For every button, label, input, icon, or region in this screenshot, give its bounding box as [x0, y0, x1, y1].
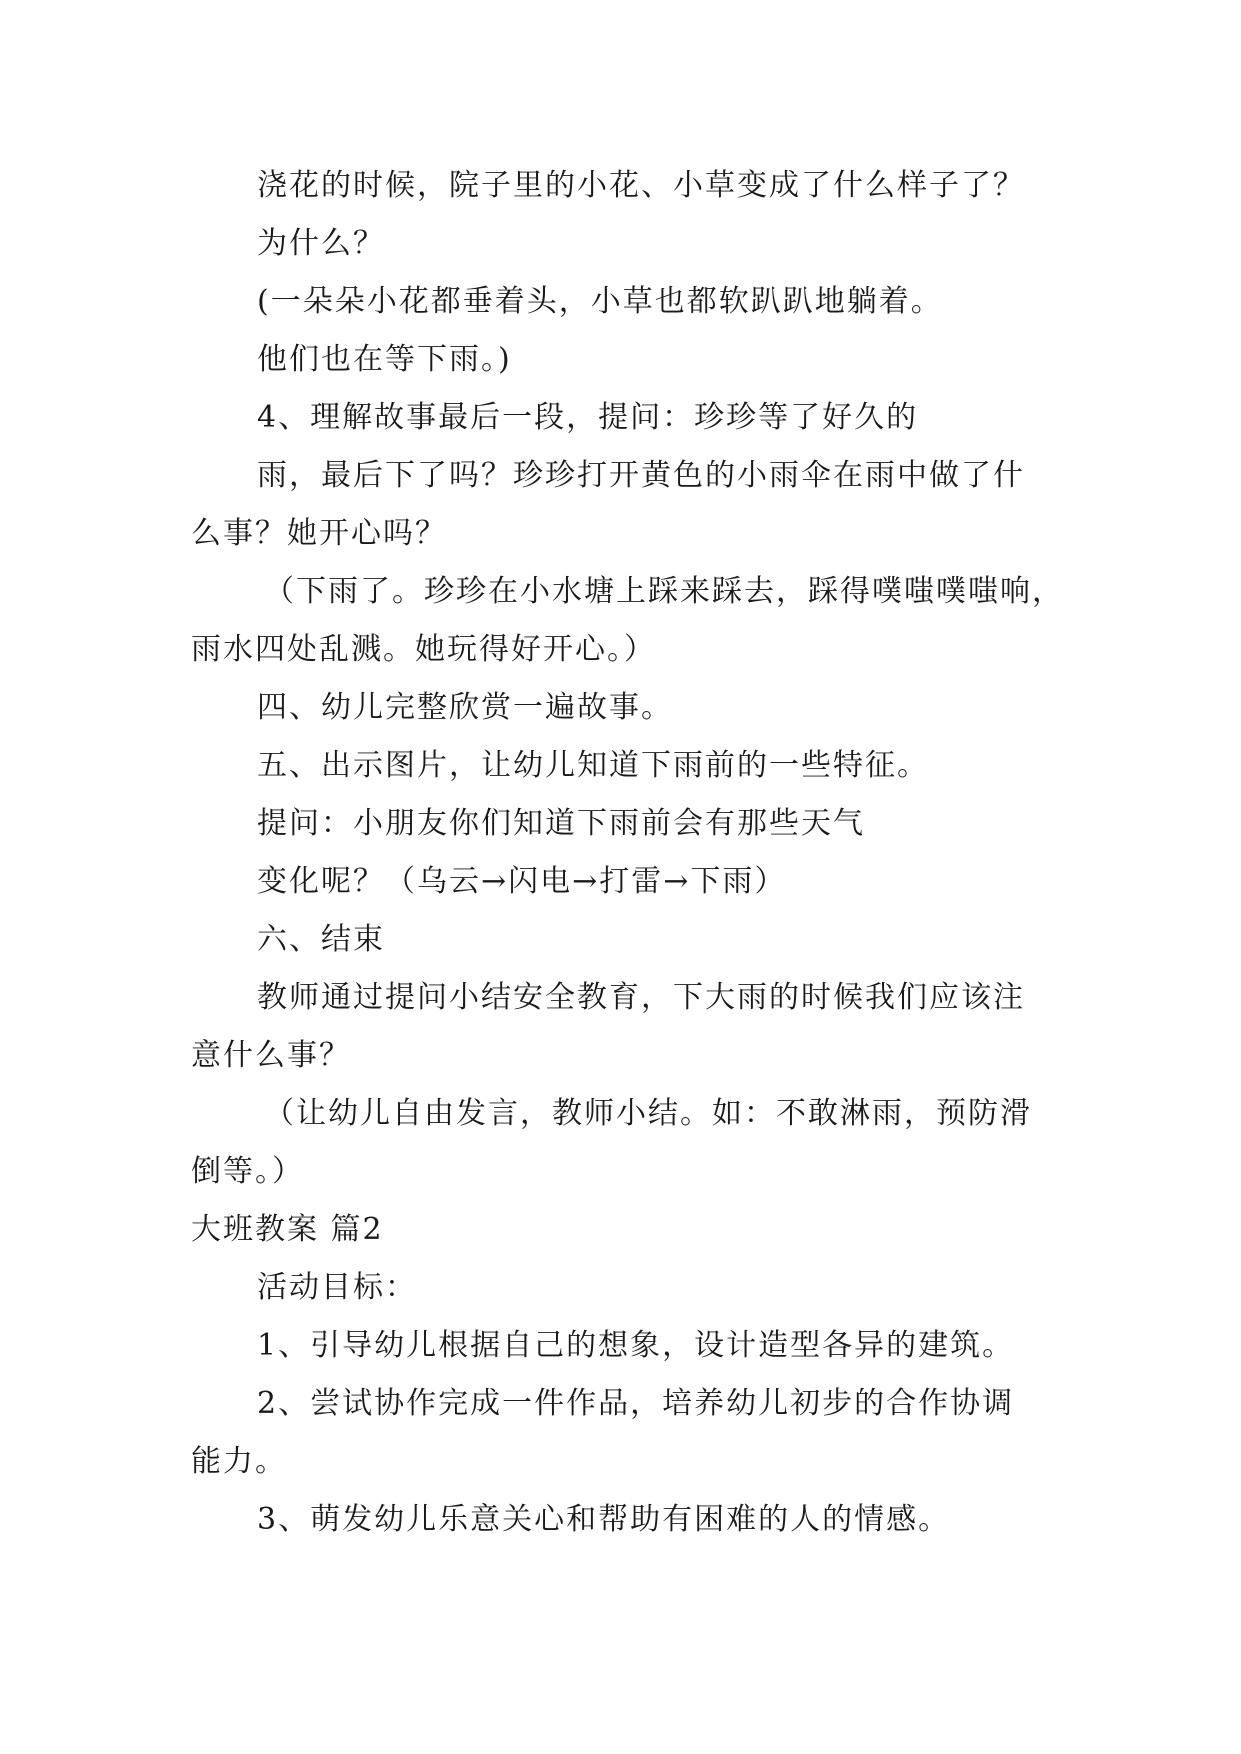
paragraph-line: 意什么事？: [191, 1038, 351, 1073]
paragraph-line: 倒等。）: [191, 1154, 304, 1189]
paragraph-line: 四、幼儿完整欣赏一遍故事。: [257, 690, 673, 725]
lesson-title: 大班教案 篇2: [191, 1212, 384, 1247]
paragraph-line: 他们也在等下雨。): [257, 342, 512, 377]
paragraph-line: （下雨了。珍珍在小水塘上踩来踩去，踩得噗嗤噗嗤响，: [264, 574, 1064, 609]
section-heading: 六、结束: [257, 922, 385, 957]
paragraph-line: 教师通过提问小结安全教育，下大雨的时候我们应该注: [257, 980, 1025, 1015]
paragraph-line: 雨，最后下了吗？珍珍打开黄色的小雨伞在雨中做了什: [257, 458, 1025, 493]
paragraph-line: 1、引导幼儿根据自己的想象，设计造型各异的建筑。: [257, 1328, 1015, 1363]
section-heading: 活动目标：: [257, 1270, 417, 1305]
paragraph-line: 为什么？: [257, 226, 385, 261]
paragraph-line: 能力。: [191, 1444, 287, 1479]
paragraph-line: （让幼儿自由发言，教师小结。如：不敢淋雨，预防滑: [264, 1096, 1032, 1131]
paragraph-line: 3、萌发幼儿乐意关心和帮助有困难的人的情感。: [257, 1502, 951, 1537]
paragraph-line: 4、理解故事最后一段，提问：珍珍等了好久的: [257, 400, 919, 435]
paragraph-line: 五、出示图片，让幼儿知道下雨前的一些特征。: [257, 748, 929, 783]
paragraph-line: 么事？她开心吗？: [191, 516, 447, 551]
paragraph-line: 雨水四处乱溅。她玩得好开心。）: [191, 632, 656, 667]
paragraph-line: 提问：小朋友你们知道下雨前会有那些天气: [257, 806, 865, 841]
paragraph-line: 2、尝试协作完成一件作品，培养幼儿初步的合作协调: [257, 1386, 1015, 1421]
paragraph-line: 浇花的时候，院子里的小花、小草变成了什么样子了？: [257, 168, 1025, 203]
paragraph-line: 变化呢？（乌云→闪电→打雷→下雨）: [257, 864, 787, 899]
paragraph-line: (一朵朵小花都垂着头，小草也都软趴趴地躺着。: [257, 284, 943, 319]
